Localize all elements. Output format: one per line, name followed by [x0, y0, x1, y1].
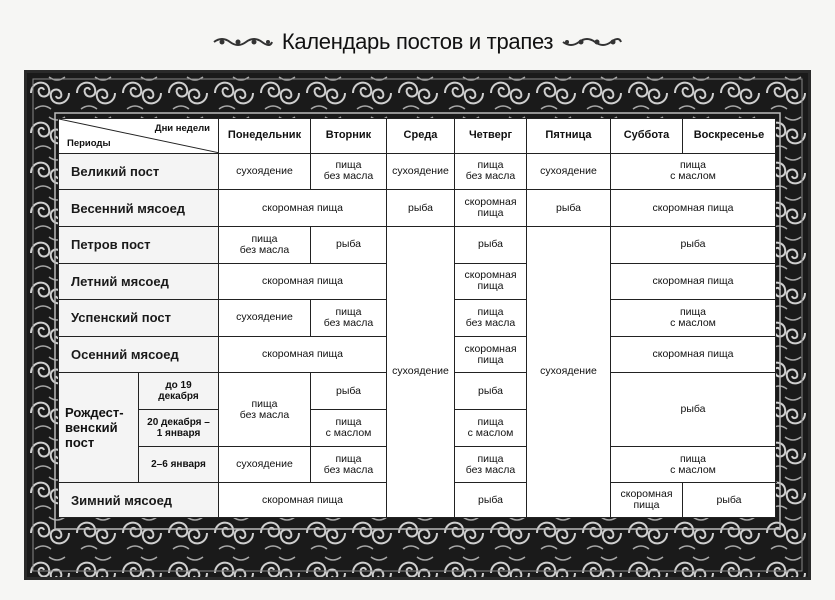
food-line: скоромная [464, 269, 517, 282]
food-line: скоромная [620, 488, 673, 501]
cell-food: сухоядение [219, 153, 311, 190]
cell-food: рыба [455, 373, 527, 410]
cell-food [219, 226, 311, 263]
period-label: Петров пост [59, 226, 219, 263]
cell-food [455, 190, 527, 227]
period-line: Рождест- [65, 405, 124, 421]
calendar-table-container [58, 118, 775, 518]
day-friday: Пятница [527, 119, 611, 154]
food-line: без масла [323, 463, 374, 476]
day-sunday: Воскресенье [683, 119, 776, 154]
row-vesenniy-myasoed [59, 190, 776, 227]
food-line: без масла [239, 243, 290, 256]
period-line: венский [65, 420, 118, 436]
food-line: пища [477, 207, 504, 220]
cell-food [311, 153, 387, 190]
cell-food: сухоядение [387, 153, 455, 190]
food-line: скоромная [464, 342, 517, 355]
food-line: пища [335, 159, 362, 172]
cell-food: рыба [527, 190, 611, 227]
left-flourish-icon [212, 34, 274, 50]
cell-food: скоромная пища [219, 190, 387, 227]
cell-food [455, 300, 527, 337]
page-title: Календарь постов и трапез [281, 29, 554, 54]
cell-food: скоромная пища [219, 263, 387, 300]
food-line: пища [477, 159, 504, 172]
cell-food [455, 410, 527, 447]
cell-food [611, 300, 776, 337]
cell-food [455, 336, 527, 373]
cell-food: скоромная пища [219, 483, 387, 518]
right-flourish-icon [561, 34, 623, 50]
days-label: Дни недели [154, 123, 210, 134]
cell-food [455, 446, 527, 483]
header-corner-cell [59, 119, 219, 154]
header-row [59, 119, 776, 154]
food-line: без масла [465, 316, 516, 329]
cell-food: рыба [311, 373, 387, 410]
period-label: Весенний мясоед [59, 190, 219, 227]
food-line: пища [335, 415, 362, 428]
cell-food: рыба [611, 373, 776, 446]
subperiod-label [139, 410, 219, 447]
subperiod-line: декабря [158, 391, 199, 403]
food-line: пища [335, 305, 362, 318]
day-tuesday: Вторник [311, 119, 387, 154]
subperiod-label [139, 373, 219, 410]
cell-food: скоромная пища [219, 336, 387, 373]
period-line: пост [65, 435, 95, 451]
cell-food: рыба [387, 190, 455, 227]
food-line: пища [679, 452, 707, 465]
food-line: пища [679, 159, 707, 172]
row-velikiy-post [59, 153, 776, 190]
cell-food-friday-merged: сухоядение [527, 226, 611, 517]
cell-food [311, 410, 387, 447]
day-wednesday: Среда [387, 119, 455, 154]
cell-food [219, 373, 311, 446]
food-line: пища [477, 305, 504, 318]
periods-label: Периоды [67, 137, 111, 149]
food-line: пища [335, 452, 362, 465]
cell-food: сухоядение [219, 446, 311, 483]
day-saturday: Суббота [611, 119, 683, 154]
food-line: без масла [323, 170, 374, 183]
food-line: с маслом [670, 463, 716, 476]
food-line: без масла [239, 408, 290, 421]
food-line: с маслом [467, 426, 514, 439]
cell-food [611, 446, 776, 483]
food-line: без масла [323, 316, 374, 329]
food-line: скоромная [464, 196, 517, 209]
food-line: пища [477, 353, 504, 366]
cell-food: рыба [311, 226, 387, 263]
cell-food: сухоядение [527, 153, 611, 190]
food-line: с маслом [670, 316, 716, 329]
cell-food: рыба [683, 483, 776, 518]
subperiod-line: 1 января [156, 427, 201, 439]
day-thursday: Четверг [455, 119, 527, 154]
cell-food: сухоядение [219, 300, 311, 337]
period-label: Летний мясоед [59, 263, 219, 300]
cell-food-wednesday-merged: сухоядение [387, 226, 455, 517]
cell-food [455, 153, 527, 190]
food-line: пища [633, 499, 660, 512]
subperiod-label: 2–6 января [139, 446, 219, 483]
cell-food [611, 153, 776, 190]
food-line: пища [477, 452, 504, 465]
cell-food [311, 300, 387, 337]
title-bar [0, 22, 835, 62]
cell-food: рыба [455, 226, 527, 263]
row-petrov-post [59, 226, 776, 263]
cell-food: скоромная пища [611, 263, 776, 300]
subperiod-line: 20 декабря – [147, 416, 210, 428]
cell-food: скоромная пища [611, 190, 776, 227]
cell-food: скоромная пища [611, 336, 776, 373]
food-line: без масла [465, 170, 516, 183]
cell-food: рыба [455, 483, 527, 518]
cell-food [611, 483, 683, 518]
period-label: Зимний мясоед [59, 483, 219, 518]
period-label: Великий пост [59, 153, 219, 190]
food-line: без масла [465, 463, 516, 476]
food-line: пища [251, 397, 278, 410]
food-line: с маслом [670, 170, 716, 183]
cell-food: рыба [611, 226, 776, 263]
fasting-calendar-table [58, 118, 776, 518]
cell-food [455, 263, 527, 300]
period-label: Успенский пост [59, 300, 219, 337]
food-line: пища [679, 305, 707, 318]
subperiod-line: до 19 [165, 380, 192, 392]
food-line: пища [251, 232, 278, 245]
period-label: Осенний мясоед [59, 336, 219, 373]
day-monday: Понедельник [219, 119, 311, 154]
food-line: с маслом [325, 426, 372, 439]
period-label-rozhdestvenskiy [59, 373, 139, 483]
cell-food [311, 446, 387, 483]
food-line: пища [477, 280, 504, 293]
food-line: пища [477, 415, 504, 428]
